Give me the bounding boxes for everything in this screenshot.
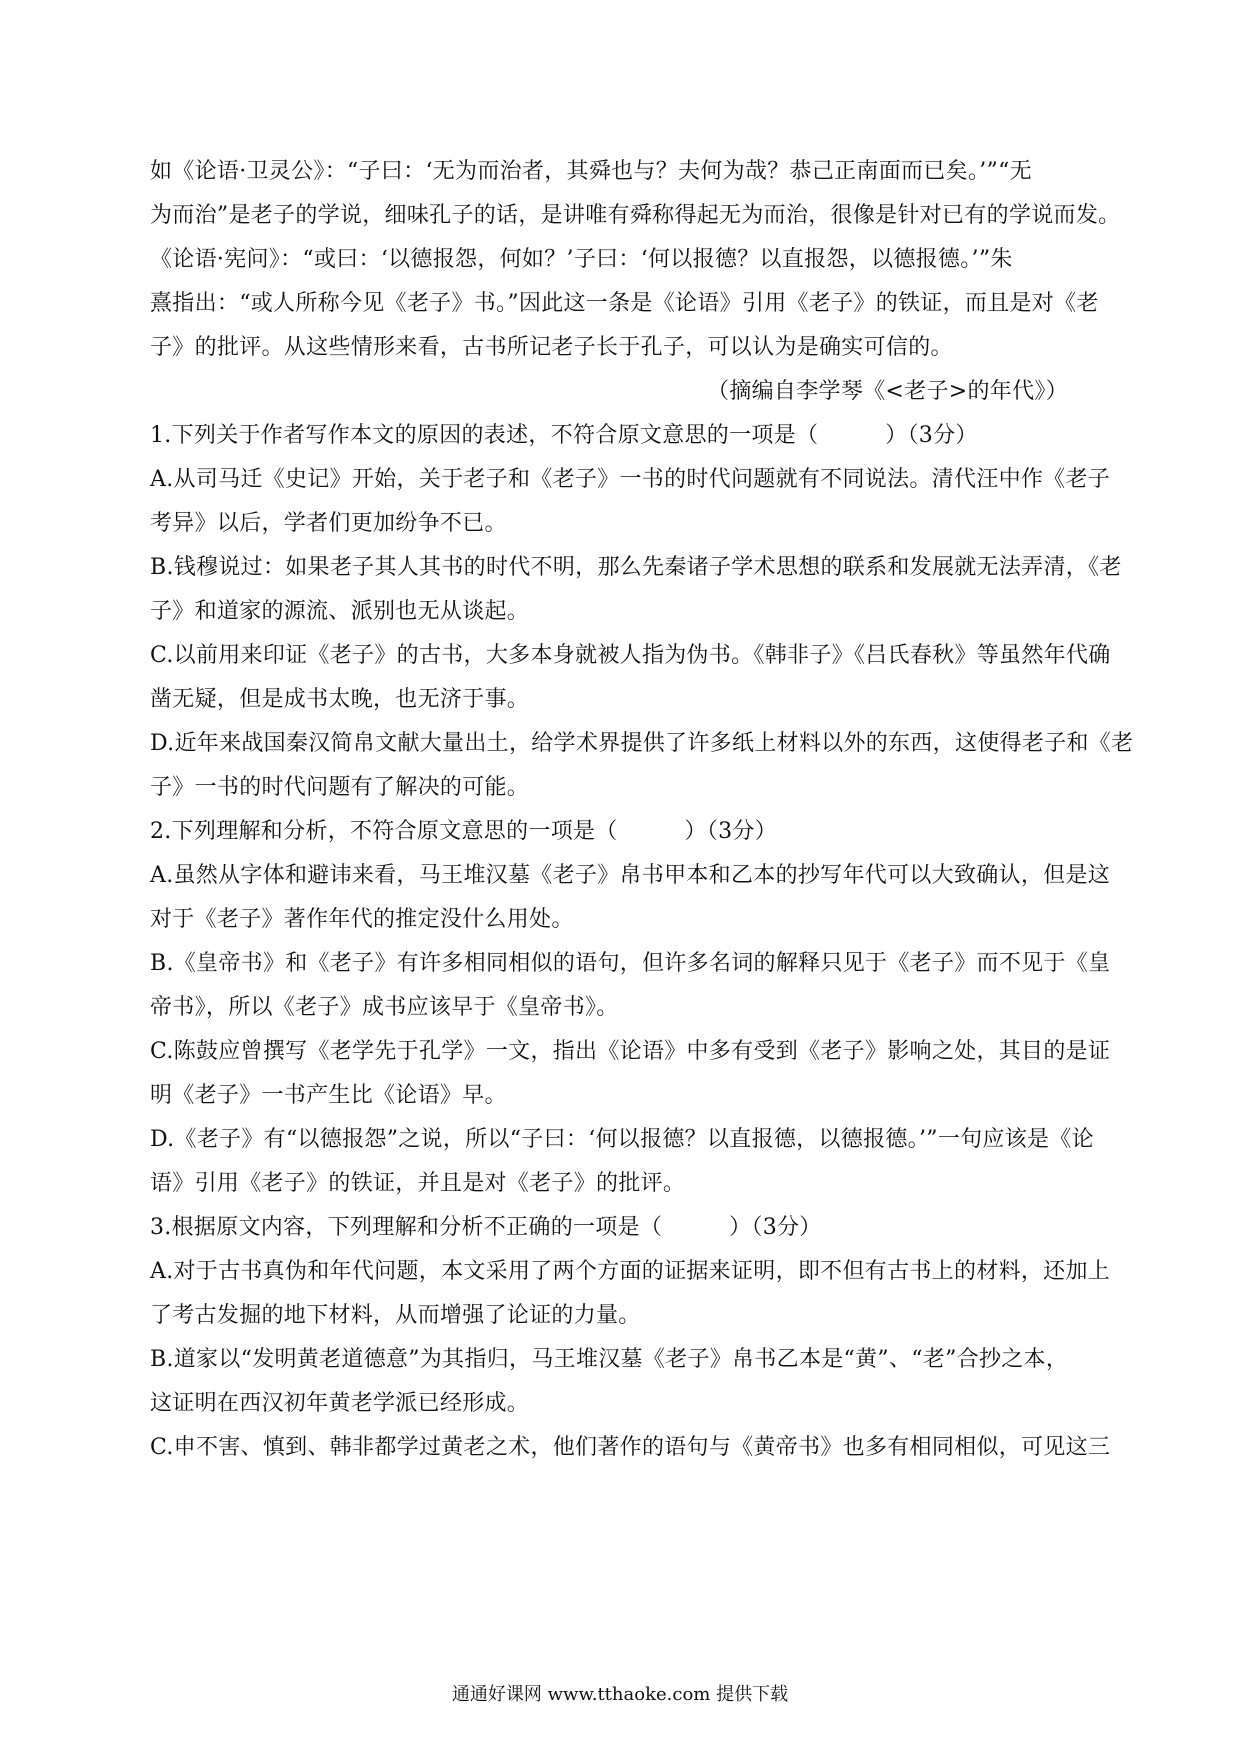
- source-citation: （摘编自李学琴《<老子>的年代》）: [707, 379, 1068, 404]
- option-line: 语》引用《老子》的铁证，并且是对《老子》的批评。: [150, 1171, 686, 1196]
- passage-excerpt: [150, 150, 1121, 370]
- option-line: C.申不害、慎到、韩非都学过黄老之术，他们著作的语句与《黄帝书》也多有相同相似，可见这三: [150, 1435, 1111, 1460]
- passage-line: 子》的批评。从这些情形来看，古书所记老子长于孔子，可以认为是确实可信的。: [150, 335, 953, 360]
- option-line: C.以前用来印证《老子》的古书，大多本身就被人指为伪书。《韩非子》《吕氏春秋》等虽然年代确: [150, 643, 1111, 668]
- question-stem: 3.根据原文内容，下列理解和分析不正确的一项是（ ）（3分）: [150, 1215, 822, 1240]
- question-stem: 1.下列关于作者写作本文的原因的表述，不符合原文意思的一项是（ ）（3分）: [150, 423, 978, 448]
- option-b: [150, 1338, 1096, 1426]
- option-line: 凿无疑，但是成书太晚，也无济于事。: [150, 687, 530, 712]
- option-a: [150, 458, 1111, 546]
- passage-line: 《论语·宪问》：“或曰：‘以德报怨，何如？’子曰：‘何以报德？以直报怨，以德报德。’”朱: [150, 247, 1013, 272]
- question-3: [150, 1206, 1111, 1470]
- option-line: A.对于古书真伪和年代问题，本文采用了两个方面的证据来证明，即不但有古书上的材料，还加上: [150, 1259, 1111, 1284]
- option-line: 这证明在西汉初年黄老学派已经形成。: [150, 1391, 530, 1416]
- question-stem: 2.下列理解和分析，不符合原文意思的一项是（ ）（3分）: [150, 819, 777, 844]
- option-line: 子》和道家的源流、派别也无从谈起。: [150, 599, 530, 624]
- option-line: 了考古发掘的地下材料，从而增强了论证的力量。: [150, 1303, 641, 1328]
- passage-line: 为而治”是老子的学说，细味孔子的话，是讲唯有舜称得起无为而治，很像是针对已有的学说而发。: [150, 203, 1121, 228]
- passage-line: 如《论语·卫灵公》：“子曰：‘无为而治者，其舜也与？夫何为哉？恭己正南面而已矣。’”“无: [150, 159, 1032, 184]
- passage-line: 熹指出：“或人所称今见《老子》书。”因此这一条是《论语》引用《老子》的铁证，而且是对《老: [150, 291, 1099, 316]
- option-c: [150, 1030, 1111, 1118]
- option-c: [150, 1426, 1111, 1470]
- option-a: [150, 1250, 1111, 1338]
- option-d: [150, 1118, 1096, 1206]
- option-line: A.虽然从字体和避讳来看，马王堆汉墓《老子》帛书甲本和乙本的抄写年代可以大致确认，但是这: [150, 863, 1111, 888]
- option-d: [150, 722, 1134, 810]
- option-line: 子》一书的时代问题有了解决的可能。: [150, 775, 530, 800]
- option-line: 考异》以后，学者们更加纷争不已。: [150, 511, 507, 536]
- option-line: 帝书》，所以《老子》成书应该早于《皇帝书》。: [150, 995, 619, 1020]
- question-2: [150, 810, 1111, 1206]
- page-footer: 通通好课网 www.tthaoke.com 提供下载: [451, 1684, 789, 1705]
- question-1: [150, 414, 1134, 810]
- option-line: B.钱穆说过：如果老子其人其书的时代不明，那么先秦诸子学术思想的联系和发展就无法弄清，《老: [150, 555, 1122, 580]
- option-line: 对于《老子》著作年代的推定没什么用处。: [150, 907, 574, 932]
- option-line: C.陈鼓应曾撰写《老学先于孔学》一文，指出《论语》中多有受到《老子》影响之处，其目的是证: [150, 1039, 1111, 1064]
- option-line: B.《皇帝书》和《老子》有许多相同相似的语句，但许多名词的解释只见于《老子》而不见于《皇: [150, 951, 1111, 976]
- option-line: A.从司马迁《史记》开始，关于老子和《老子》一书的时代问题就有不同说法。清代汪中作《老子: [150, 467, 1111, 492]
- option-line: D.近年来战国秦汉简帛文献大量出土，给学术界提供了许多纸上材料以外的东西，这使得老子和《老: [150, 731, 1134, 756]
- option-b: [150, 546, 1122, 634]
- option-a: [150, 854, 1111, 942]
- option-line: D.《老子》有“以德报怨”之说，所以“子曰：‘何以报德？以直报德，以德报德。’”一句应该是《论: [150, 1127, 1094, 1152]
- option-line: B.道家以“发明黄老道德意”为其指归，马王堆汉墓《老子》帛书乙本是“黄”、“老”合抄之本，: [150, 1347, 1069, 1372]
- document-page: [150, 150, 1134, 1470]
- option-line: 明《老子》一书产生比《论语》早。: [150, 1083, 507, 1108]
- option-b: [150, 942, 1111, 1030]
- option-c: [150, 634, 1111, 722]
